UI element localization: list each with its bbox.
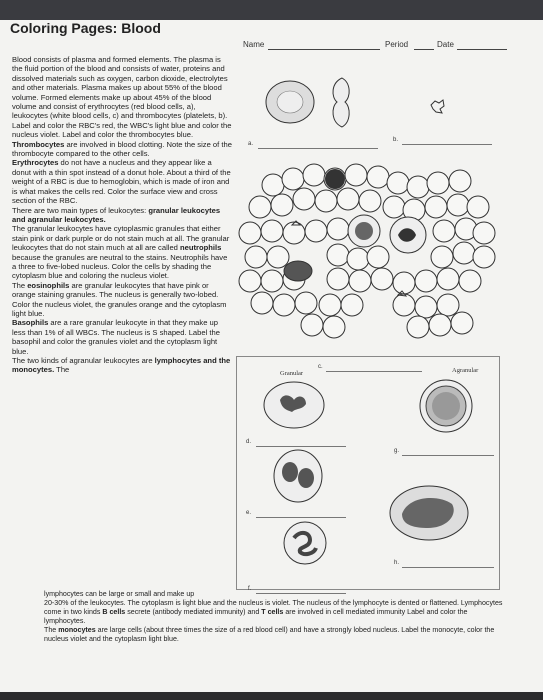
lymphocyte-text: 20-30% of the leukocytes. The cytoplasm is light blue and the nucleus is violet. The nucleus of the lymphocyte is dented or flattened. Lymphocytes come in two kinds	[44, 599, 503, 616]
period-line[interactable]	[414, 49, 434, 50]
name-label: Name	[243, 40, 265, 49]
granular-heading: Granular	[280, 370, 304, 377]
answer-line-g[interactable]	[402, 455, 494, 456]
answer-line-a[interactable]	[258, 148, 378, 149]
t-cells-term: T cells	[261, 608, 284, 616]
answer-line-b[interactable]	[402, 144, 492, 145]
answer-line-d[interactable]	[256, 446, 346, 447]
erythrocytes-text: do not have a nucleus and they appear like a donut with a thin spot instead of a donut hole. About a third of the weight of a RBC is due to hemoglobin, which is made of iron and is what makes the cells red. Color the surface view and cross section of the RBC.	[12, 158, 231, 206]
eosinophils-term: eosinophils	[27, 280, 70, 290]
blood-cell-cluster-illustration	[238, 155, 498, 345]
date-line[interactable]	[457, 49, 507, 50]
eosinophil-illustration	[272, 448, 324, 504]
rbc-surface-view-illustration	[262, 78, 322, 128]
neutrophil-illustration	[262, 380, 326, 430]
eosinophils-text: are granular leukocytes that have pink or orange staining granules. The nucleus is generally two-lobed. Color the nucleus violet, the granules orange and the cytoplasm light blue.	[12, 280, 227, 318]
rbc-cross-section-illustration	[327, 75, 357, 130]
agranular-text: The	[54, 365, 70, 375]
name-line[interactable]	[268, 49, 380, 50]
label-h: h.	[394, 560, 400, 566]
intro-paragraph: Blood consists of plasma and formed elements. The plasma is the fluid portion of the blood and consists of water, proteins and dissolved materials such as oxygen, carbon dioxide, electrolytes and other materials. Plasma makes up about 55% of the blood volume. Formed elements make up about 45% of the blood volume and consist of erythrocytes (red blood cells, a), leukocytes (white blood cells, c) and thrombocytes (platelets, b). Label and color the RBC's red, the WBC's light blue and color the nucleus violet. Label and color the thrombocytes blue.	[12, 55, 232, 140]
monocytes-term: monocytes	[58, 626, 96, 634]
lymphocyte-text-end: are involved in cell mediated immunity Label and color the lymphocytes.	[44, 608, 468, 625]
leukocytes-intro: There are two main types of leukocytes:	[12, 205, 149, 215]
b-cells-term: B cells	[102, 608, 126, 616]
label-e: e.	[246, 510, 252, 516]
neutrophils-text: because the granules are neutral to the stains. Neutrophils have a three to five-lobed nucleus. Color the cells by shading the cytoplasm blue and coloring the nucleus violet.	[12, 252, 228, 281]
platelet-illustration	[428, 97, 448, 117]
answer-line-f[interactable]	[256, 593, 346, 594]
answer-line-h[interactable]	[402, 567, 494, 568]
neutrophils-term: neutrophils	[180, 243, 222, 253]
basophils-text: are a rare granular leukocyte in that they make up less than 1% of all WBCs. The nucleus is S shaped. Label the basophil and color the granules violet and the cytoplasm light blue.	[12, 318, 220, 356]
bottom-text	[44, 590, 509, 644]
leukocyte-types: granular leukocytes and agranular leukocytes.	[12, 205, 221, 224]
label-a: a.	[248, 141, 254, 147]
label-f: f.	[248, 586, 252, 592]
label-b: b.	[393, 137, 399, 143]
photo-edge	[0, 692, 543, 700]
answer-line-e[interactable]	[256, 517, 346, 518]
date-label: Date	[437, 40, 454, 49]
agranular-heading: Agranular	[452, 367, 479, 374]
thrombocytes-term: Thrombocytes	[12, 139, 65, 149]
eosinophils-intro: The	[12, 280, 28, 290]
answer-line-c[interactable]	[326, 371, 422, 372]
basophil-illustration	[282, 520, 328, 566]
basophils-term: Basophils	[12, 318, 49, 328]
agranular-terms: lymphocytes and the monocytes.	[12, 356, 231, 375]
label-d: d.	[246, 439, 252, 445]
monocyte-text: are large cells (about three times the size of a red blood cell) and have a strongly lobed nucleus. Label the monocyte, color the nucleus violet and the cytoplasm light blue.	[44, 626, 495, 643]
erythrocytes-term: Erythrocytes	[12, 158, 59, 168]
label-g: g.	[394, 448, 400, 454]
intro-text	[12, 55, 232, 375]
period-label: Period	[385, 40, 409, 49]
monocyte-intro: The	[44, 626, 59, 634]
label-c: c.	[318, 364, 323, 370]
thrombocytes-text: are involved in blood clotting. Note the size of the thrombocyte compared to the other cells.	[12, 139, 232, 159]
granular-text: The granular leukocytes have cytoplasmic granules that either stain pink or dark purple or do not stain much at all. The granular leukocytes that do not stain much at all are called	[12, 224, 230, 253]
agranular-intro: The two kinds of agranular leukocytes are	[12, 356, 155, 365]
page-title: Coloring Pages: Blood	[10, 20, 161, 36]
lymphocyte-text-mid: secrete (antibody mediated immunity) and	[125, 608, 262, 616]
lymphocyte-line-1: lymphocytes can be large or small and make up	[44, 590, 195, 598]
monocyte-illustration	[388, 484, 470, 542]
lymphocyte-illustration	[418, 378, 474, 434]
